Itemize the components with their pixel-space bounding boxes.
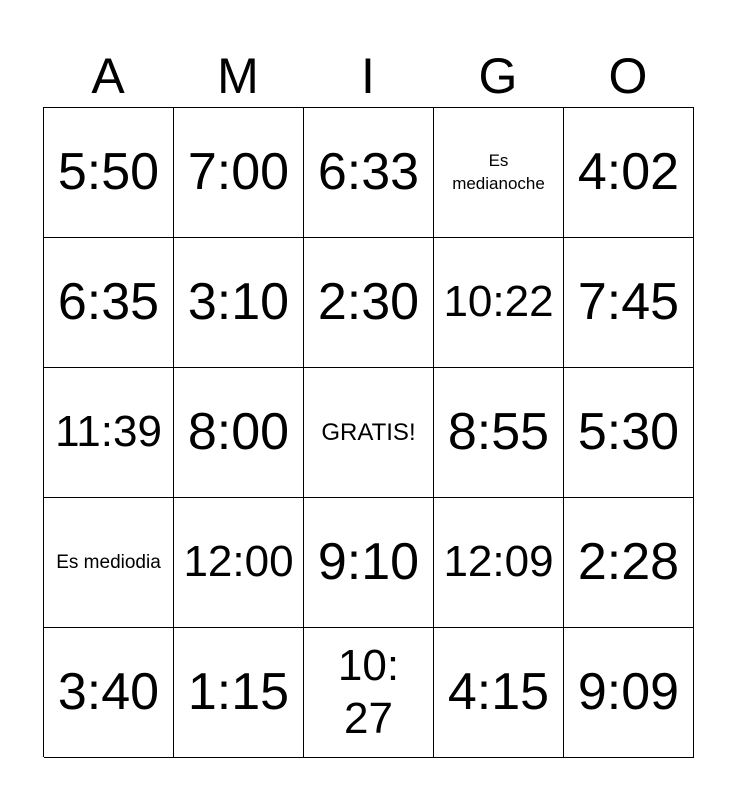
bingo-cell[interactable]: 9:09 <box>564 628 694 758</box>
cell-text: 10: 27 <box>337 640 400 743</box>
cell-text: Es mediodia <box>56 551 161 573</box>
bingo-cell[interactable]: 4:02 <box>564 108 694 238</box>
bingo-header <box>43 44 693 108</box>
bingo-cell[interactable] <box>304 628 434 758</box>
bingo-cell[interactable]: 6:35 <box>44 238 174 368</box>
bingo-cell[interactable]: 12:09 <box>434 498 564 628</box>
bingo-cell[interactable]: 4:15 <box>434 628 564 758</box>
cell-text: Es medianoche <box>452 150 545 193</box>
bingo-cell[interactable]: 11:39 <box>44 368 174 498</box>
bingo-cell[interactable]: 8:55 <box>434 368 564 498</box>
bingo-cell[interactable]: 3:10 <box>174 238 304 368</box>
bingo-cell[interactable]: 7:45 <box>564 238 694 368</box>
bingo-cell[interactable]: 1:15 <box>174 628 304 758</box>
header-letter-i: I <box>361 48 375 104</box>
bingo-cell[interactable]: 7:00 <box>174 108 304 238</box>
bingo-cell[interactable]: 2:28 <box>564 498 694 628</box>
bingo-cell[interactable] <box>44 498 174 628</box>
header-letter-g: G <box>478 48 518 104</box>
bingo-cell[interactable]: 5:50 <box>44 108 174 238</box>
free-space-cell[interactable]: GRATIS! <box>304 368 434 498</box>
bingo-board <box>43 107 694 757</box>
bingo-cell[interactable]: 8:00 <box>174 368 304 498</box>
bingo-cell[interactable]: 6:33 <box>304 108 434 238</box>
header-letter-a: A <box>91 48 125 104</box>
bingo-cell[interactable]: 9:10 <box>304 498 434 628</box>
header-letter-m: M <box>217 48 259 104</box>
bingo-cell[interactable]: 12:00 <box>174 498 304 628</box>
header-letter-o: O <box>608 48 648 104</box>
bingo-cell[interactable] <box>434 108 564 238</box>
bingo-cell[interactable]: 3:40 <box>44 628 174 758</box>
bingo-cell[interactable]: 10:22 <box>434 238 564 368</box>
bingo-cell[interactable]: 2:30 <box>304 238 434 368</box>
bingo-cell[interactable]: 5:30 <box>564 368 694 498</box>
